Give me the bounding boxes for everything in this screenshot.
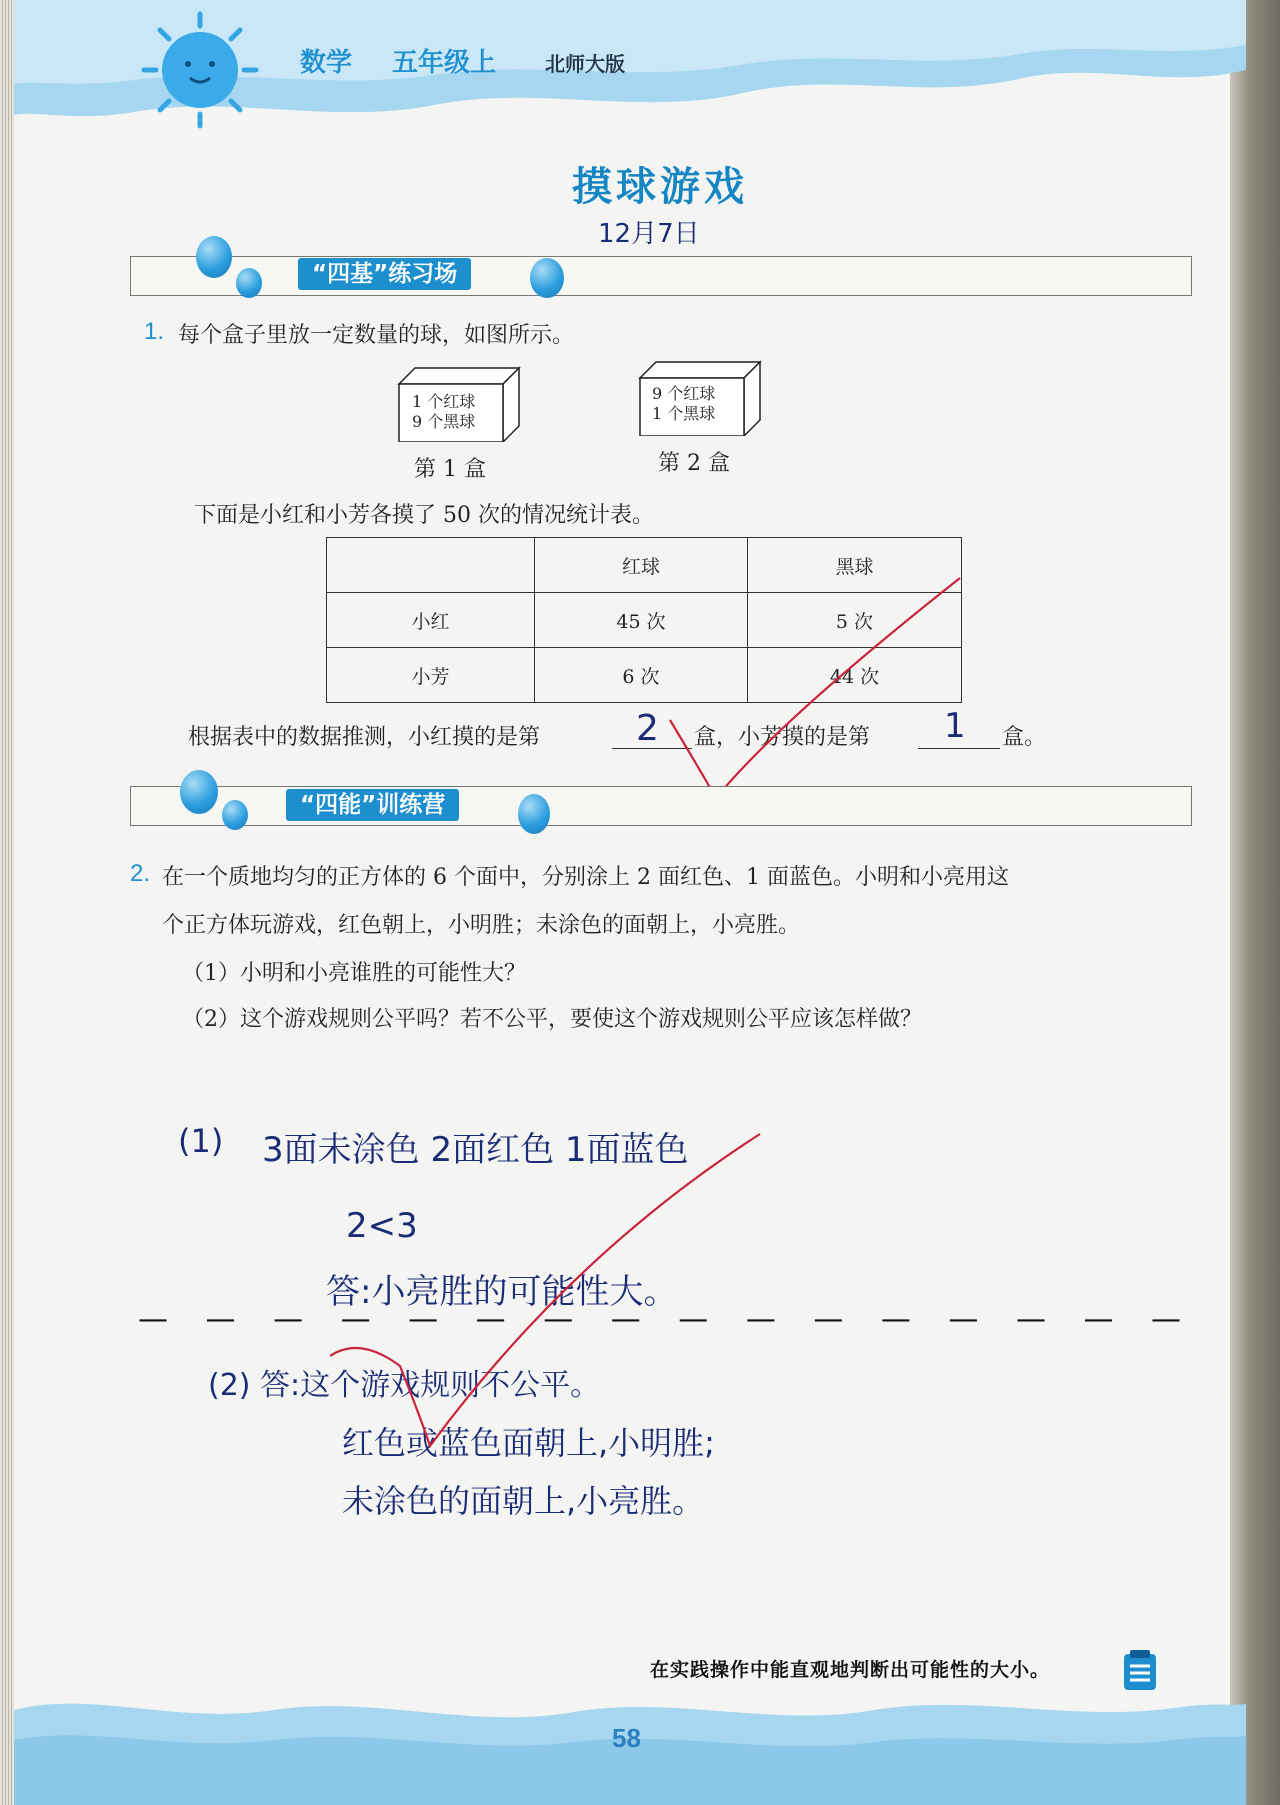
- q1-answer-prompt-end: 盒。: [1002, 725, 1047, 750]
- handwritten-part-1-faces: 3面未涂色 2面红色 1面蓝色: [262, 1130, 689, 1170]
- box-2-caption: 第 2 盒: [658, 451, 730, 476]
- table-cell: 小红: [327, 593, 535, 648]
- q1-answer-prompt-middle: 盒，小芳摸的是第: [694, 725, 871, 750]
- balloon-icon: [236, 268, 262, 298]
- section-tag-abilities: “四能”训练营: [286, 789, 459, 821]
- question-number: 2.: [130, 860, 151, 887]
- box-2-label-black: 1 个黑球: [652, 404, 716, 423]
- handwritten-part-2-answer: (2) 答:这个游戏规则不公平。: [208, 1368, 601, 1403]
- box-2-label-red: 9 个红球: [652, 384, 716, 403]
- table-cell: 小芳: [327, 648, 535, 703]
- table-header-cell: [327, 538, 535, 593]
- grade-label: 五年级上: [392, 48, 497, 78]
- question-2-text-line-2: 个正方体玩游戏，红色朝上，小明胜；未涂色的面朝上，小亮胜。: [162, 913, 801, 938]
- balloon-icon: [222, 800, 248, 830]
- table-cell: 6 次: [535, 648, 748, 703]
- section-tag-basics: “四基”练习场: [298, 258, 471, 290]
- box-1-label-black: 9 个黑球: [412, 412, 476, 431]
- handwritten-part-1-answer: 答:小亮胜的可能性大。: [326, 1272, 678, 1312]
- answer-blank-2[interactable]: [918, 748, 1000, 749]
- table-header-row: [327, 538, 962, 593]
- box-1-caption: 第 1 盒: [414, 457, 486, 482]
- balloon-icon: [518, 794, 550, 834]
- page-number: 58: [612, 1723, 641, 1753]
- handwritten-part-2-rule-2: 未涂色的面朝上,小亮胜。: [342, 1482, 705, 1520]
- notepad-icon: [1120, 1648, 1160, 1692]
- table-row: [327, 648, 962, 703]
- handwritten-date: 12月7日: [598, 219, 700, 249]
- question-2-text-line-1: 在一个质地均匀的正方体的 6 个面中，分别涂上 2 面红色、1 面蓝色。小明和小亮用这: [162, 865, 1009, 890]
- lesson-title: 摸球游戏: [572, 163, 748, 210]
- table-cell: 44 次: [748, 648, 962, 703]
- handwritten-answer-blank-2: 1: [944, 706, 966, 746]
- table-cell: 45 次: [535, 593, 748, 648]
- question-1-number: [144, 318, 164, 346]
- handwritten-part-2-rule-1: 红色或蓝色面朝上,小明胜;: [342, 1424, 715, 1462]
- balloon-icon: [180, 770, 218, 814]
- book-spine-shadow: [1230, 0, 1280, 1805]
- question-number: 1.: [144, 318, 165, 345]
- question-1-text: 每个盒子里放一定数量的球，如图所示。: [178, 323, 575, 348]
- balloon-icon: [530, 258, 564, 298]
- subject-label: 数学: [300, 48, 353, 78]
- sun-mascot-icon: [140, 10, 260, 130]
- table-row: [327, 593, 962, 648]
- table-header-cell: 黑球: [748, 538, 962, 593]
- question-2-sub-2: （2）这个游戏规则公平吗？若不公平，要使这个游戏规则公平应该怎样做？: [182, 1007, 922, 1032]
- table-header-cell: 红球: [535, 538, 748, 593]
- handwritten-part-1-label: (1): [178, 1122, 224, 1160]
- draw-statistics-table: [326, 537, 962, 703]
- balloon-icon: [196, 236, 232, 278]
- box-1-label-red: 1 个红球: [412, 392, 476, 411]
- question-2-number: [130, 860, 150, 888]
- question-2-sub-1: （1）小明和小亮谁胜的可能性大？: [182, 961, 526, 986]
- edition-label: 北师大版: [545, 52, 625, 76]
- handwritten-answer-blank-1: 2: [636, 708, 659, 749]
- learning-goal-tip: 在实践操作中能直观地判断出可能性的大小。: [650, 1659, 1051, 1681]
- q1-answer-prompt-start: 根据表中的数据推测，小红摸的是第: [188, 725, 541, 750]
- handwritten-dashed-divider: — — — — — — — — — — — — — — — —: [138, 1302, 1196, 1337]
- handwritten-comparison: 2<3: [346, 1206, 418, 1246]
- table-intro: 下面是小红和小芳各摸了 50 次的情况统计表。: [194, 503, 654, 528]
- table-cell: 5 次: [748, 593, 962, 648]
- section-bar-basics: [130, 256, 1192, 296]
